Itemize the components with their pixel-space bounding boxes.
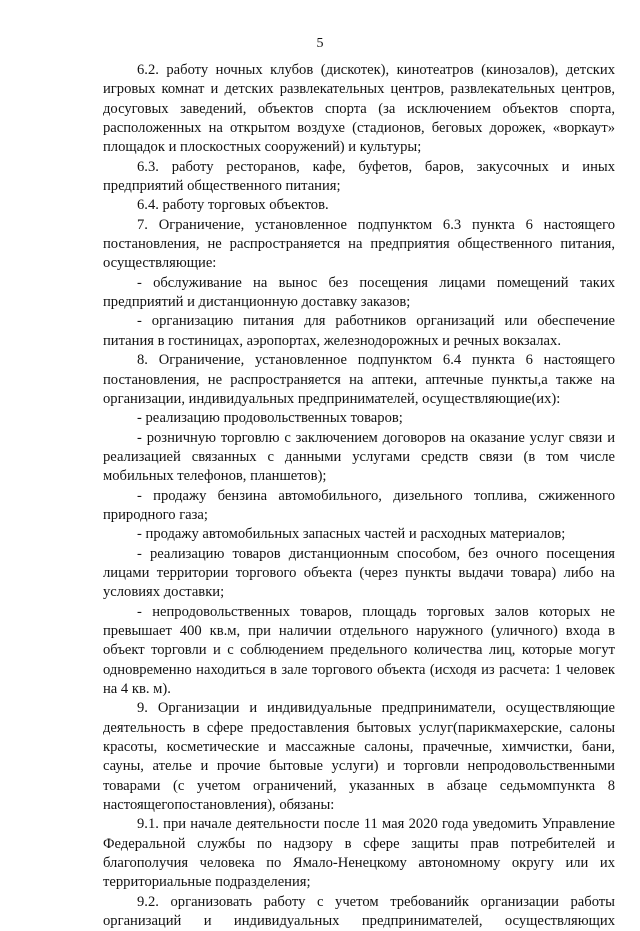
paragraph-7-item-catering: - организацию питания для работников организаций или обеспечение питания в гостиницах, аэропортах, железнодорожных и речных вокзалах. — [103, 313, 615, 349]
paragraph-8-item-auto-parts: - продажу автомобильных запасных частей и расходных материалов; — [137, 526, 566, 543]
paragraph-8-item-non-food: - непродовольственных товаров, площадь торговых залов которых не превышает 400 кв.м, при наличии отдельного наружного (уличного) входа в объект торговли и с соблюдением предельного количества лиц, которые могут одновременно находиться в зале торгового объекта (исходя из расчета: 1 человек на 4 кв. м). — [103, 603, 615, 697]
paragraph-7-item-takeaway: - обслуживание на вынос без посещения лицами помещений таких предприятий и дистанционную доставку заказов; — [103, 274, 615, 311]
paragraph-8: 8. Ограничение, установленное подпунктом 6.4 пункта 6 настоящего постановления, не распространяется на аптеки, аптечные пункты,а также на организации, индивидуальных предпринимателей, осуществляющие(их): — [103, 352, 615, 407]
paragraph-8-item-food: - реализацию продовольственных товаров; — [137, 410, 403, 427]
paragraph-9-2: 9.2. организовать работу с учетом требованийк организации работы организаций и индивидуальных предпринимателей, осуществляющих — [103, 893, 615, 930]
paragraph-6-4: 6.4. работу торговых объектов. — [137, 197, 329, 214]
document-body — [103, 61, 615, 931]
page-number: 5 — [316, 36, 324, 51]
paragraph-8-item-remote-sales: - реализацию товаров дистанционным способом, без очного посещения лицами территории торгового объекта (через пункты выдачи товара) либо на условиях доставки; — [103, 545, 615, 601]
paragraph-9: 9. Организации и индивидуальные предприниматели, осуществляющие деятельность в сфере предоставления бытовых услуг(парикмахерские, салоны красоты, косметические и массажные салоны, прачечные, химчистки, бани, сауны, ателье и прочие бытовые услуги) и торговли непродовольственными товарами (с учетом ограничений, указанных в абзаце седьмомпункта 8 настоящегопостановления), обязаны: — [103, 700, 615, 814]
paragraph-8-item-telecom: - розничную торговлю с заключением договоров на оказание услуг связи и реализацией связанных с данными услугами средств связи (в том числе мобильных телефонов, планшетов); — [103, 429, 615, 485]
paragraph-6-3: 6.3. работу ресторанов, кафе, буфетов, баров, закусочных и иных предприятий общественного питания; — [103, 158, 615, 195]
paragraph-9-1: 9.1. при начале деятельности после 11 мая 2020 года уведомить Управление Федеральной службы по надзору в сфере защиты прав потребителей и благополучия человека по Ямало-Ненецкому автономному округу или их территориальные подразделения; — [103, 816, 615, 891]
paragraph-8-item-fuel: - продажу бензина автомобильного, дизельного топлива, сжиженного природного газа; — [103, 487, 615, 523]
paragraph-7: 7. Ограничение, установленное подпунктом 6.3 пункта 6 настоящего постановления, не распространяется на предприятия общественного питания, осуществляющие: — [103, 216, 615, 272]
paragraph-6-2: 6.2. работу ночных клубов (дискотек), кинотеатров (кинозалов), детских игровых комнат и детских развлекательных центров, развлекательных центров, досуговых заведений, объектов спорта (за исключением объектов спорта, расположенных на открытом воздухе (стадионов, беговых дорожек, «воркаут» площадок и плоскостных сооружений) и культуры; — [103, 62, 615, 156]
